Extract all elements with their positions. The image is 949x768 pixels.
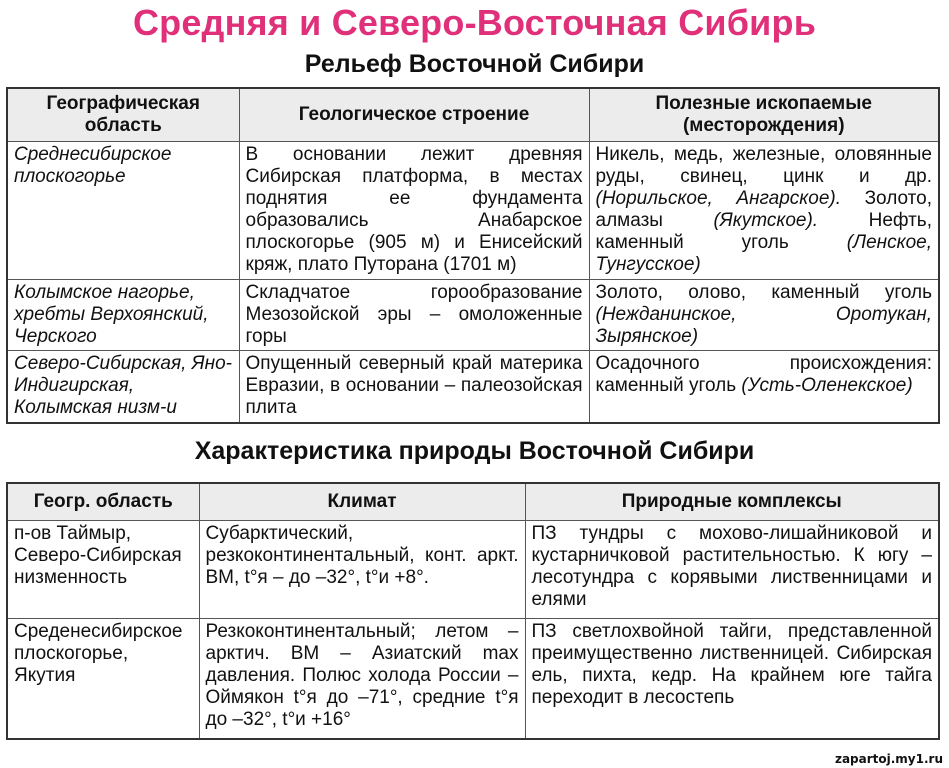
- table-row: [7, 280, 939, 351]
- header-region: Географическая область: [7, 88, 239, 142]
- deposits-text: (Нежданинское, Оротукан, Зырянское): [595, 304, 932, 347]
- header-minerals: Полезные ископаемые (месторождения): [589, 88, 939, 142]
- deposits-text: (Якутское).: [713, 210, 819, 231]
- table-header-row: [7, 483, 939, 521]
- minerals-text: Осадочного происхождения: каменный уголь: [595, 353, 932, 396]
- page-title: Средняя и Северо-Восточная Сибирь: [132, 2, 817, 43]
- table-header-row: [7, 88, 939, 142]
- relief-table-title: Рельеф Восточной Сибири: [304, 50, 645, 78]
- region-cell: Среднесибирское плоскогорье: [7, 142, 239, 280]
- geology-cell: Складчатое горообразование Мезозойской эры – омоложенные горы: [239, 280, 589, 351]
- minerals-cell: [589, 351, 939, 423]
- deposits-text: (Ленское, Тунгусское): [595, 232, 932, 275]
- nature-table: [6, 482, 940, 740]
- header-region: Геогр. область: [7, 483, 199, 521]
- geology-cell: Опущенный северный край материка Евразии, в основании – палеозойская плита: [239, 351, 589, 423]
- nature-table-title: Характеристика природы Восточной Сибири: [194, 437, 755, 465]
- table-row: [7, 351, 939, 423]
- watermark: zapartoj.my1.ru: [834, 752, 943, 766]
- region-cell: Колымское нагорье, хребты Верхоянский, Черского: [7, 280, 239, 351]
- deposits-text: (Усть-Оленекское): [741, 375, 913, 396]
- table-row: [7, 142, 939, 280]
- minerals-text: Нефть, каменный уголь: [595, 210, 932, 253]
- minerals-cell: [589, 280, 939, 351]
- minerals-text: Золото, олово, каменный уголь: [595, 282, 932, 303]
- header-geology: Геологическое строение: [239, 88, 589, 142]
- minerals-text: Никель, медь, железные, оловянные руды, свинец, цинк и др.: [595, 144, 932, 187]
- geology-cell: В основании лежит древняя Сибирская платформа, в местах поднятия ее фундамента образовались Анабарское плоскогорье (905 м) и Енисейский кряж, плато Путорана (1701 м): [239, 142, 589, 280]
- deposits-text: (Норильское, Ангарское).: [595, 188, 842, 209]
- minerals-cell: [589, 142, 939, 280]
- relief-table: [6, 87, 940, 424]
- climate-cell: Субарктический, резкоконтинентальный, конт. аркт. ВМ, t°я – до –32°, t°и +8°.: [199, 521, 525, 619]
- minerals-text: Золото, алмазы: [595, 188, 932, 231]
- climate-cell: Резкоконтинентальный; летом – арктич. ВМ – Азиатский max давления. Полюс холода России – Оймякон t°я до –71°, средние t°я до –32°, t°и +16°: [199, 619, 525, 739]
- header-complex: Природные комплексы: [525, 483, 939, 521]
- complex-cell: ПЗ тундры с мохово-лишайниковой и кустарничковой растительностью. К югу – лесотундра с корявыми лиственницами и елями: [525, 521, 939, 619]
- complex-cell: ПЗ светлохвойной тайги, представленной преимущественно лиственницей. Сибирская ель, пихта, кедр. На крайнем юге тайга переходит в лесостепь: [525, 619, 939, 739]
- table-row: [7, 521, 939, 619]
- region-cell: п-ов Таймыр, Северо-Сибирская низменность: [7, 521, 199, 619]
- region-cell: Северо-Сибирская, Яно-Индигирская, Колымская низм-и: [7, 351, 239, 423]
- region-cell: Среденесибирское плоскогорье, Якутия: [7, 619, 199, 739]
- header-climate: Климат: [199, 483, 525, 521]
- table-row: [7, 619, 939, 739]
